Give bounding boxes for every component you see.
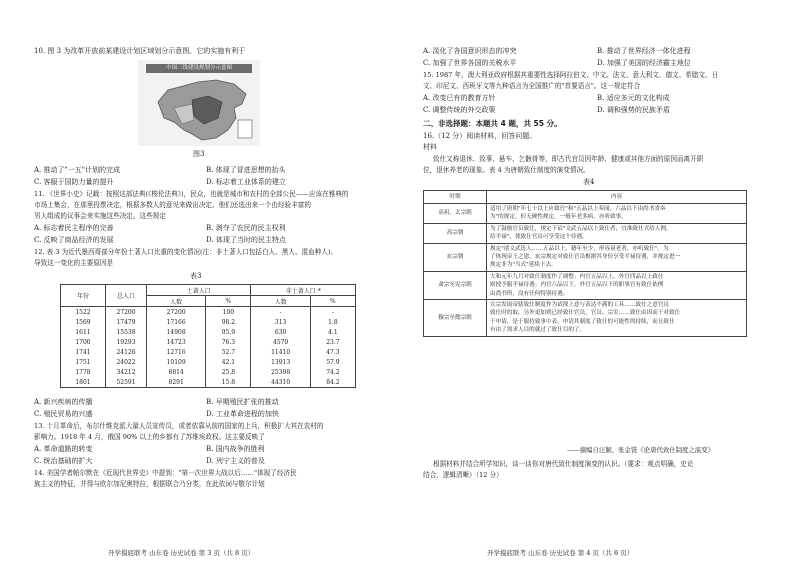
table3-cell: 1778 — [61, 367, 106, 377]
q14-option-c[interactable]: C. 加强了世界各国的关税水平 — [423, 59, 517, 67]
table4-content-line: 有由了需求人目的就过了致仕目的了。 — [490, 327, 586, 334]
q14-line-1: 14. 美国学者帕尔默在《近现代世界史》中提到："第一次世界大战以后……"体现了经济民 — [34, 469, 297, 477]
table3-cell: 15.8 — [206, 377, 251, 388]
material-label: 材料 — [423, 143, 437, 151]
table3-cell: 47.3 — [310, 347, 355, 357]
q13-line-2: 影响力。1918 年 4 月，俄国 90% 以上的乡都有了苏维埃政权。这主要反映了 — [34, 433, 265, 441]
table3-cell: 52.7 — [206, 347, 251, 357]
q13-option-a[interactable]: A. 革命道路的转变 — [34, 445, 93, 453]
q13-option-b[interactable]: B. 国内战争的胜利 — [206, 445, 265, 453]
q11-line-2: 市场上集会，在那里投票决定，根据多数人的意见来做出决定。他们还选出来一个由经验丰富的 — [34, 201, 311, 209]
table4-content-line: 由尚书所，没有任何特别待遇。 — [490, 290, 569, 297]
table3-cell: 19293 — [106, 337, 147, 347]
q11-option-a[interactable]: A. 标志着民主程序的完善 — [34, 224, 114, 232]
table3-cell: 313 — [251, 317, 310, 327]
table3-cell: 4570 — [251, 337, 310, 347]
table3-header-native: 土著人口 — [147, 285, 251, 296]
q14-line-2: 族主义的特征，并得与欧尔加尼奥特拉，根据联合乃分类，在此依词与敬尔计划 — [34, 480, 265, 488]
table4-row — [424, 204, 747, 224]
q13-option-d[interactable]: D. 列宁主义的普及 — [206, 457, 265, 465]
table3-cell: 13913 — [251, 357, 310, 367]
table3-body — [61, 307, 356, 388]
table4-content-line: 了体现帝王之恩，玄宗规定对致仕官员根据其身份享受半禄待遇，并规定进一 — [490, 254, 681, 261]
q13-option-c[interactable]: C. 统治基础的扩大 — [34, 457, 93, 465]
table4-content-line: 致仕时的取，另外更加到已经致仕官员，官员、宗室……致仕由因而于对致仕 — [490, 310, 681, 317]
table4-content-line: 为了鼓励官员致仕，规定下诏"文武五品以上致仕者，宜准致仕式给人例， — [490, 225, 672, 232]
table3-header-native-pct: % — [206, 296, 251, 307]
table3-cell: 100 — [206, 307, 251, 318]
table3-cell: 24022 — [106, 357, 147, 367]
table3-cell: 12716 — [147, 347, 206, 357]
q11-line-3: 男人组成的议事会来实施这些决定。这些规定 — [34, 212, 166, 220]
table4-content-line: 给半禄"，使致仕官员可享受这个待遇。 — [490, 234, 588, 241]
table3-cell: 23.7 — [310, 337, 355, 347]
q16-intro: 16.（12 分）阅读材料，回答问题。 — [423, 132, 537, 140]
q11-option-c[interactable]: C. 反映了商品经济的发展 — [34, 236, 114, 244]
table3-caption: 表3 — [190, 272, 202, 280]
q15-option-c[interactable]: C. 调整传统的外交政策 — [423, 106, 496, 114]
table3-cell: 1751 — [61, 357, 106, 367]
section-title: 二、非选择题：本题共 4 题，共 55 分。 — [423, 119, 562, 128]
q12-line-1: 12. 表 3 为近代墨西哥部分年份土著人口比重的变化情况(注：非土著人口包括白人、黑人、混血种人)。 — [34, 248, 338, 256]
table3-cell: 98.2 — [206, 317, 251, 327]
q15-option-b[interactable]: B. 适应多元的文化构成 — [597, 94, 670, 102]
q12-line-2: 导致这一变化的主要原因是 — [34, 259, 114, 267]
table3-cell: 27200 — [147, 307, 206, 318]
q12-option-b[interactable]: B. 早期殖民扩张的推动 — [206, 398, 279, 406]
table3-cell: 1700 — [61, 337, 106, 347]
figure3-caption: 图3 — [193, 150, 205, 158]
q15-option-d[interactable]: D. 调和强势的民族矛盾 — [597, 106, 670, 114]
table3-row — [61, 357, 356, 367]
table3-header-nonnative-pct: % — [310, 296, 355, 307]
table3-cell: - — [251, 307, 310, 318]
table4-row — [424, 300, 747, 337]
table4-row — [424, 223, 747, 243]
q12-option-a[interactable]: A. 新兴疾病的传播 — [34, 398, 93, 406]
table3-cell: 1.8 — [310, 317, 355, 327]
table3-cell: 76.3 — [206, 337, 251, 347]
table3-cell: 630 — [251, 327, 310, 337]
table3-cell: 17479 — [106, 317, 147, 327]
table4-content-cell — [487, 300, 747, 337]
right-page — [397, 0, 794, 562]
table4-row — [424, 243, 747, 271]
table4-content-line: 宣宗发展帝辖致仕制度作为试探上意与表达不满的工具……致仕之意官员 — [490, 302, 670, 309]
q14-option-d[interactable]: D. 加强了美国的经济霸主地位 — [597, 59, 691, 67]
table3-cell: 14723 — [147, 337, 206, 347]
q14-option-b[interactable]: B. 推动了世界经济一体化进程 — [597, 47, 691, 55]
material-line-1: 致仕又称退休、致事、悬车、乞骸骨等，即古代官员因年龄、健康或其他方面的原因而离开职 — [433, 155, 704, 163]
right-page-footer: 开学摸底联考 山东卷 历史试卷 第 4 页（共 8 页） — [487, 549, 634, 557]
table4-content-line: 大和元年九月对致仕制度作了调整：内官五品以上，外官四品以上致仕 — [490, 273, 664, 280]
table3-cell: 15538 — [106, 327, 147, 337]
table3-cell: - — [310, 307, 355, 318]
table3-cell: 11410 — [251, 347, 310, 357]
table3-cell: 57.9 — [310, 357, 355, 367]
q14-option-a[interactable]: A. 淡化了各国意识形态的冲突 — [423, 47, 517, 55]
table3-cell: 25398 — [251, 367, 310, 377]
table3-cell: 74.2 — [310, 367, 355, 377]
table4-body — [424, 204, 747, 337]
table4-period-cell: 肃宗至宪宗朝 — [424, 271, 487, 299]
table3-cell: 1522 — [61, 307, 106, 318]
table3-cell: 42.1 — [206, 357, 251, 367]
table3-cell: 52591 — [106, 377, 147, 388]
table3-row — [61, 317, 356, 327]
q13-line-1: 13. 十月革命后，布尔什维克派大量人员宣传员，或者依靠从前的国家的上兵，积极扩大其在农村的 — [34, 422, 324, 430]
q11-option-b[interactable]: B. 剥夺了农民的民主权利 — [206, 224, 286, 232]
q15-line-1: 15. 1987 年，澳大利亚政府根据其重要性选择阿拉伯文、中文、法文、意大利文、德文、希腊文、日 — [423, 71, 719, 79]
table3-cell: 1741 — [61, 347, 106, 357]
table3-cell: 8814 — [147, 367, 206, 377]
table3-cell: 1611 — [61, 327, 106, 337]
q10-stem: 10. 图 3 为改革开放前某建设计划区域划分示意图。它的实施有利于 — [34, 47, 246, 55]
table3-header-nonnative-people: 人数 — [251, 296, 310, 307]
table3-cell: 1801 — [61, 377, 106, 388]
table3-cell: 95.9 — [206, 327, 251, 337]
table4-header-content: 内容 — [487, 191, 747, 204]
q10-option-c[interactable]: C. 客服于国防力量的提升 — [34, 178, 114, 186]
q15-line-2: 文、印尼文、西班牙文等九种语言为全国推广的"首要语言"。这一规定符合 — [423, 82, 641, 90]
table4-period-cell: 玄宗朝 — [424, 243, 487, 271]
table3-cell: 25.8 — [206, 367, 251, 377]
table3-row — [61, 307, 356, 318]
table3-cell: 14908 — [147, 327, 206, 337]
table4-header-period: 时期 — [424, 191, 487, 204]
table3-cell: 84.2 — [310, 377, 355, 388]
q12-option-d[interactable]: D. 工业革命进程的加快 — [206, 410, 279, 418]
q16-question-line-2: 结合，逻辑清晰）（12 分） — [423, 471, 503, 479]
table4-content-line: 为"的规定，但无硬性规定，一般年老多病，亦听致事。 — [490, 214, 627, 221]
table3-cell: 8291 — [147, 377, 206, 388]
q10-option-b[interactable]: B. 体现了冒进思想的抬头 — [206, 166, 286, 174]
table4 — [423, 190, 747, 337]
q11-option-d[interactable]: D. 体现了当时的民主特点 — [206, 236, 286, 244]
q11-line-1: 11. 《世界小史》记载：按照这部法典(《梭伦法典》)，民众，也就是城市和农村的全部公民——应该在雅典的 — [34, 190, 349, 198]
table4-content-line: 规定"诸文武选人……五品以上，籍年至少，形容衰老者，亦听致仕"。为 — [490, 245, 669, 252]
table3-cell: 44310 — [251, 377, 310, 388]
table3-row — [61, 377, 356, 388]
material-line-2: 位，退休养老的现象。表 4 为唐朝致仕制度的演变情况。 — [423, 166, 590, 174]
table4-content-cell — [487, 243, 747, 271]
table4-content-line: 于申请，是于服侍致事中表，申请其制度了致仕的可能性的持续，而且致仕 — [490, 318, 675, 325]
table3-row — [61, 347, 356, 357]
source-note: ——摘编自汪颖、张金铣《论唐代致仕制度之演变》 — [567, 446, 714, 454]
q16-question-line-1: 根据材料并结合所学知识，谈一谈你对唐代致仕制度演变的认识。（要求：观点明确，史论 — [433, 460, 694, 468]
table3-header-native-people: 人数 — [147, 296, 206, 307]
table4-content-cell — [487, 204, 747, 224]
table3-cell: 1569 — [61, 317, 106, 327]
q15-option-a[interactable]: A. 改变已有的教育方针 — [423, 94, 496, 102]
table4-period-cell: 穆宗至懿宗朝 — [424, 300, 487, 337]
table4-content-line: 适用了唐朝"年七十以上应致仕"和"五品以上奏闻，六品以下由尚书省奏 — [490, 206, 666, 212]
table3-header-year: 年份 — [61, 285, 106, 307]
table4-content-line: 则授予服半禄待遇；内官六品以下，外官五品以下的职事官有致仕依例 — [490, 282, 664, 289]
table3-row — [61, 327, 356, 337]
table4-caption: 表4 — [583, 178, 595, 186]
table3-cell: 17166 — [147, 317, 206, 327]
table3-row — [61, 337, 356, 347]
china-map-icon — [138, 60, 260, 146]
table3-header-nonnative: 非土著人口 * — [251, 285, 356, 296]
table4-content-cell — [487, 271, 747, 299]
table3-cell: 24126 — [106, 347, 147, 357]
map-banner: 中国三线建设规划分示意图 — [146, 64, 252, 73]
table3-cell: 34212 — [106, 367, 147, 377]
table4-content-cell — [487, 223, 747, 243]
left-page-footer: 开学摸底联考 山东卷 历史试卷 第 3 页（共 8 页） — [108, 549, 255, 557]
q10-option-a[interactable]: A. 推动了"一五"计划的完成 — [34, 166, 120, 174]
table3-cell: 27200 — [106, 307, 147, 318]
table3-header-total: 总人口 — [106, 285, 147, 307]
table3-cell: 10109 — [147, 357, 206, 367]
china-map-figure — [138, 60, 260, 146]
table3 — [60, 284, 356, 388]
q10-option-d[interactable]: D. 标志着工业体系的建立 — [206, 178, 286, 186]
table4-period-cell: 高祖、太宗朝 — [424, 204, 487, 224]
table4-period-cell: 高宗朝 — [424, 223, 487, 243]
table3-cell: 4.1 — [310, 327, 355, 337]
table3-row — [61, 367, 356, 377]
q12-option-c[interactable]: C. 殖民贸易的兴盛 — [34, 410, 93, 418]
table4-row — [424, 271, 747, 299]
table4-content-line: 规定非为"当式"延续下去。 — [490, 262, 557, 269]
